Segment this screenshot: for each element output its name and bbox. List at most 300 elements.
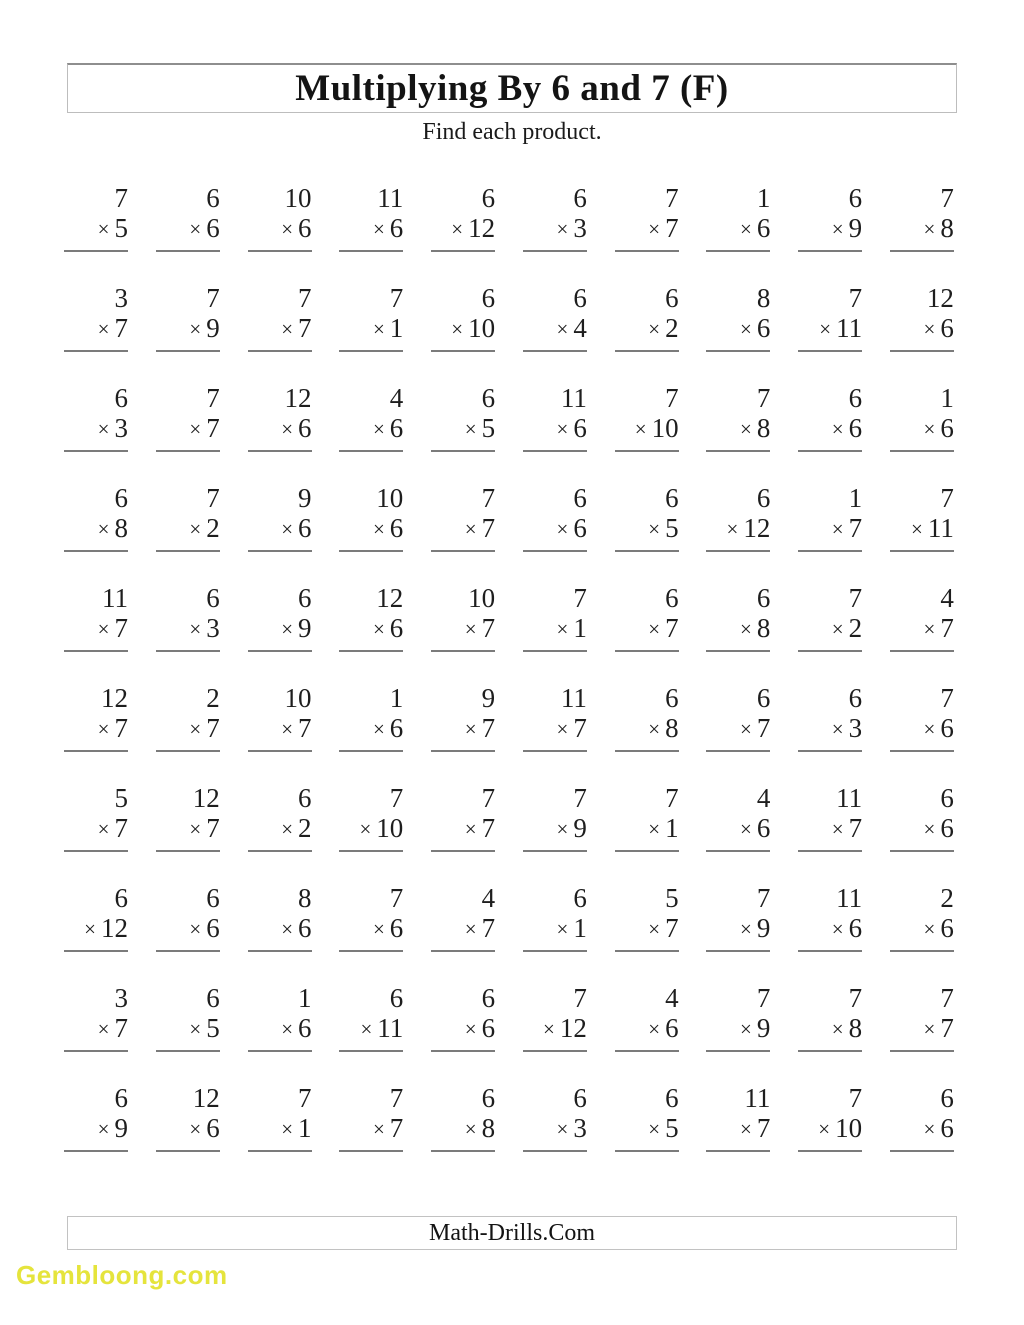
multiplier: 6 bbox=[389, 213, 404, 243]
answer-line bbox=[798, 1050, 862, 1052]
multiplicand: 6 bbox=[206, 883, 220, 913]
multiplication-problem bbox=[248, 182, 312, 252]
multiplicand: 11 bbox=[836, 783, 863, 813]
multiplicand: 7 bbox=[298, 283, 312, 313]
times-icon: × bbox=[740, 317, 752, 341]
multiplier-row bbox=[523, 514, 587, 545]
multiplicand: 7 bbox=[389, 783, 404, 813]
multiplier-row bbox=[890, 214, 954, 245]
multiplier-row bbox=[156, 1114, 220, 1145]
times-icon: × bbox=[726, 517, 739, 541]
times-icon: × bbox=[831, 417, 844, 441]
multiplier: 6 bbox=[389, 613, 404, 643]
multiplier-row bbox=[339, 414, 403, 445]
multiplicand: 1 bbox=[389, 683, 404, 713]
multiplication-problem bbox=[64, 682, 128, 752]
multiplicand: 11 bbox=[377, 183, 404, 213]
multiplicand: 6 bbox=[573, 1083, 587, 1113]
times-icon: × bbox=[556, 817, 569, 841]
answer-line bbox=[523, 1150, 587, 1152]
times-icon: × bbox=[648, 317, 661, 341]
answer-line bbox=[64, 550, 128, 552]
multiplication-problem bbox=[890, 682, 954, 752]
times-icon: × bbox=[189, 817, 202, 841]
multiplier: 6 bbox=[298, 213, 312, 243]
answer-line bbox=[890, 750, 954, 752]
multiplier-row bbox=[248, 1014, 312, 1045]
answer-line bbox=[798, 1150, 862, 1152]
multiplier-row bbox=[890, 1114, 954, 1145]
multiplier: 8 bbox=[481, 1113, 496, 1143]
multiplier: 9 bbox=[206, 313, 220, 343]
answer-line bbox=[64, 1050, 128, 1052]
multiplier-row bbox=[798, 914, 862, 945]
multiplicand: 3 bbox=[114, 983, 128, 1013]
multiplicand: 2 bbox=[206, 683, 220, 713]
multiplier-row bbox=[431, 1114, 495, 1145]
multiplier: 3 bbox=[573, 1113, 587, 1143]
multiplier: 6 bbox=[206, 213, 220, 243]
multiplicand: 1 bbox=[298, 983, 312, 1013]
multiplicand: 6 bbox=[848, 383, 863, 413]
answer-line bbox=[339, 450, 403, 452]
multiplier-row bbox=[615, 1014, 679, 1045]
multiplier-row bbox=[615, 214, 679, 245]
multiplicand: 1 bbox=[848, 483, 863, 513]
multiplication-problem bbox=[706, 582, 770, 652]
problem-row bbox=[64, 382, 954, 482]
multiplier-row bbox=[798, 514, 862, 545]
answer-line bbox=[798, 350, 862, 352]
answer-line bbox=[156, 1050, 220, 1052]
multiplicand: 7 bbox=[756, 983, 771, 1013]
answer-line bbox=[431, 950, 495, 952]
times-icon: × bbox=[372, 517, 385, 541]
multiplicand: 7 bbox=[298, 1083, 312, 1113]
multiplier-row bbox=[248, 514, 312, 545]
multiplication-problem bbox=[339, 382, 403, 452]
times-icon: × bbox=[189, 1017, 202, 1041]
times-icon: × bbox=[189, 1117, 202, 1141]
multiplier-row bbox=[523, 814, 587, 845]
multiplication-problem bbox=[615, 582, 679, 652]
answer-line bbox=[431, 550, 495, 552]
multiplicand: 4 bbox=[940, 583, 954, 613]
multiplier: 6 bbox=[206, 1113, 220, 1143]
multiplier: 6 bbox=[756, 813, 771, 843]
multiplier-row bbox=[798, 814, 862, 845]
multiplier: 11 bbox=[836, 313, 863, 343]
times-icon: × bbox=[648, 217, 661, 241]
multiplicand: 6 bbox=[665, 483, 679, 513]
multiplier: 12 bbox=[743, 513, 771, 543]
multiplicand: 6 bbox=[573, 183, 587, 213]
answer-line bbox=[798, 950, 862, 952]
multiplicand: 7 bbox=[481, 783, 496, 813]
multiplier: 1 bbox=[298, 1113, 312, 1143]
multiplier: 8 bbox=[756, 613, 771, 643]
multiplication-problem bbox=[156, 982, 220, 1052]
multiplication-problem bbox=[890, 782, 954, 852]
multiplication-problem bbox=[798, 582, 862, 652]
problem-row bbox=[64, 682, 954, 782]
multiplicand: 7 bbox=[665, 383, 679, 413]
times-icon: × bbox=[556, 717, 569, 741]
problem-row bbox=[64, 482, 954, 582]
multiplication-problem bbox=[156, 882, 220, 952]
multiplicand: 7 bbox=[848, 983, 863, 1013]
times-icon: × bbox=[451, 317, 464, 341]
multiplicand: 12 bbox=[192, 1083, 220, 1113]
multiplier-row bbox=[248, 214, 312, 245]
multiplier-row bbox=[64, 1014, 128, 1045]
multiplicand: 6 bbox=[756, 483, 771, 513]
multiplier: 9 bbox=[573, 813, 587, 843]
multiplication-problem bbox=[615, 382, 679, 452]
times-icon: × bbox=[372, 317, 385, 341]
multiplicand: 6 bbox=[206, 983, 220, 1013]
multiplicand: 6 bbox=[206, 583, 220, 613]
multiplier: 10 bbox=[468, 313, 496, 343]
times-icon: × bbox=[740, 817, 752, 841]
multiplier: 12 bbox=[559, 1013, 587, 1043]
times-icon: × bbox=[464, 517, 477, 541]
times-icon: × bbox=[740, 1017, 752, 1041]
multiplication-problem bbox=[523, 582, 587, 652]
multiplicand: 6 bbox=[206, 183, 220, 213]
multiplier-row bbox=[339, 1114, 403, 1145]
multiplier: 2 bbox=[665, 313, 679, 343]
answer-line bbox=[248, 550, 312, 552]
multiplicand: 6 bbox=[756, 683, 771, 713]
multiplicand: 7 bbox=[573, 583, 587, 613]
answer-line bbox=[248, 650, 312, 652]
multiplicand: 10 bbox=[284, 183, 312, 213]
multiplication-problem bbox=[156, 382, 220, 452]
times-icon: × bbox=[740, 1117, 752, 1141]
page-subtitle: Find each product. bbox=[422, 119, 602, 145]
multiplicand: 6 bbox=[665, 583, 679, 613]
multiplier: 1 bbox=[389, 313, 404, 343]
answer-line bbox=[706, 350, 770, 352]
multiplication-problem bbox=[890, 182, 954, 252]
multiplication-problem bbox=[706, 982, 770, 1052]
answer-line bbox=[64, 350, 128, 352]
times-icon: × bbox=[281, 1117, 294, 1141]
multiplication-problem bbox=[798, 382, 862, 452]
multiplier: 6 bbox=[389, 413, 404, 443]
multiplier-row bbox=[706, 314, 770, 345]
answer-line bbox=[339, 750, 403, 752]
answer-line bbox=[706, 750, 770, 752]
multiplier: 11 bbox=[377, 1013, 404, 1043]
answer-line bbox=[615, 1050, 679, 1052]
multiplier-row bbox=[64, 214, 128, 245]
answer-line bbox=[890, 250, 954, 252]
multiplier: 6 bbox=[940, 413, 954, 443]
multiplication-problem bbox=[523, 282, 587, 352]
times-icon: × bbox=[281, 417, 294, 441]
answer-line bbox=[706, 450, 770, 452]
problem-row bbox=[64, 282, 954, 382]
times-icon: × bbox=[97, 317, 110, 341]
multiplication-problem bbox=[798, 282, 862, 352]
multiplicand: 6 bbox=[481, 183, 496, 213]
multiplier-row bbox=[798, 614, 862, 645]
multiplier: 7 bbox=[940, 613, 954, 643]
answer-line bbox=[523, 550, 587, 552]
multiplicand: 7 bbox=[848, 1083, 863, 1113]
multiplication-problem bbox=[64, 582, 128, 652]
answer-line bbox=[798, 450, 862, 452]
multiplication-problem bbox=[64, 882, 128, 952]
multiplier-row bbox=[339, 614, 403, 645]
multiplier-row bbox=[890, 714, 954, 745]
multiplier-row bbox=[890, 614, 954, 645]
multiplication-problem bbox=[64, 782, 128, 852]
multiplication-problem bbox=[339, 1082, 403, 1152]
multiplier: 6 bbox=[389, 713, 404, 743]
multiplicand: 11 bbox=[836, 883, 863, 913]
multiplier: 6 bbox=[940, 813, 954, 843]
answer-line bbox=[798, 750, 862, 752]
multiplicand: 6 bbox=[848, 683, 863, 713]
multiplier: 6 bbox=[573, 513, 587, 543]
page-title: Multiplying By 6 and 7 (F) bbox=[295, 68, 729, 109]
multiplicand: 6 bbox=[114, 483, 128, 513]
multiplicand: 7 bbox=[940, 983, 954, 1013]
multiplication-problem bbox=[431, 982, 495, 1052]
answer-line bbox=[64, 1150, 128, 1152]
multiplicand: 7 bbox=[114, 183, 128, 213]
multiplicand: 11 bbox=[560, 683, 587, 713]
multiplier: 6 bbox=[298, 513, 312, 543]
multiplier: 7 bbox=[756, 1113, 771, 1143]
answer-line bbox=[248, 850, 312, 852]
multiplier-row bbox=[431, 1014, 495, 1045]
multiplication-problem bbox=[339, 582, 403, 652]
times-icon: × bbox=[464, 717, 477, 741]
multiplication-problem bbox=[523, 982, 587, 1052]
multiplication-problem bbox=[156, 582, 220, 652]
multiplier: 7 bbox=[114, 613, 128, 643]
multiplication-problem bbox=[890, 982, 954, 1052]
multiplication-problem bbox=[798, 982, 862, 1052]
multiplier-row bbox=[156, 814, 220, 845]
multiplier: 7 bbox=[756, 713, 771, 743]
multiplicand: 4 bbox=[665, 983, 679, 1013]
multiplication-problem bbox=[706, 782, 770, 852]
multiplicand: 6 bbox=[298, 783, 312, 813]
multiplication-problem bbox=[706, 1082, 770, 1152]
multiplicand: 6 bbox=[481, 1083, 496, 1113]
multiplication-problem bbox=[523, 382, 587, 452]
multiplicand: 6 bbox=[389, 983, 404, 1013]
multiplication-problem bbox=[798, 682, 862, 752]
times-icon: × bbox=[740, 617, 752, 641]
times-icon: × bbox=[464, 1017, 477, 1041]
times-icon: × bbox=[556, 1117, 569, 1141]
title-box bbox=[67, 63, 957, 113]
answer-line bbox=[523, 250, 587, 252]
answer-line bbox=[890, 950, 954, 952]
multiplier: 7 bbox=[389, 1113, 404, 1143]
multiplicand: 5 bbox=[114, 783, 128, 813]
answer-line bbox=[64, 950, 128, 952]
answer-line bbox=[523, 650, 587, 652]
multiplier-row bbox=[248, 714, 312, 745]
multiplier: 3 bbox=[573, 213, 587, 243]
multiplier-row bbox=[523, 614, 587, 645]
times-icon: × bbox=[648, 1017, 661, 1041]
times-icon: × bbox=[923, 817, 936, 841]
multiplicand: 11 bbox=[102, 583, 128, 613]
times-icon: × bbox=[281, 217, 294, 241]
answer-line bbox=[248, 450, 312, 452]
times-icon: × bbox=[189, 517, 202, 541]
multiplier: 9 bbox=[848, 213, 863, 243]
times-icon: × bbox=[97, 1117, 110, 1141]
answer-line bbox=[523, 950, 587, 952]
multiplier-row bbox=[615, 1114, 679, 1145]
multiplicand: 6 bbox=[114, 1083, 128, 1113]
multiplier: 2 bbox=[206, 513, 220, 543]
multiplication-problem bbox=[248, 582, 312, 652]
times-icon: × bbox=[831, 1017, 844, 1041]
multiplication-problem bbox=[706, 682, 770, 752]
multiplication-problem bbox=[706, 482, 770, 552]
answer-line bbox=[798, 850, 862, 852]
multiplication-problem bbox=[615, 1082, 679, 1152]
multiplier: 9 bbox=[756, 1013, 771, 1043]
multiplicand: 7 bbox=[940, 183, 954, 213]
answer-line bbox=[431, 750, 495, 752]
multiplicand: 6 bbox=[481, 983, 496, 1013]
answer-line bbox=[248, 950, 312, 952]
multiplier: 4 bbox=[573, 313, 587, 343]
answer-line bbox=[339, 350, 403, 352]
multiplication-problem bbox=[64, 1082, 128, 1152]
multiplier-row bbox=[798, 314, 862, 345]
times-icon: × bbox=[281, 817, 294, 841]
times-icon: × bbox=[923, 1017, 936, 1041]
multiplier-row bbox=[248, 814, 312, 845]
multiplication-problem bbox=[890, 882, 954, 952]
multiplier: 6 bbox=[665, 1013, 679, 1043]
multiplicand: 7 bbox=[848, 583, 863, 613]
multiplier: 10 bbox=[376, 813, 404, 843]
multiplicand: 6 bbox=[665, 683, 679, 713]
multiplier-row bbox=[523, 414, 587, 445]
times-icon: × bbox=[819, 317, 832, 341]
times-icon: × bbox=[648, 717, 661, 741]
multiplier-row bbox=[156, 914, 220, 945]
answer-line bbox=[431, 450, 495, 452]
multiplicand: 7 bbox=[206, 283, 220, 313]
times-icon: × bbox=[923, 317, 936, 341]
multiplier: 5 bbox=[665, 513, 679, 543]
multiplication-problem bbox=[706, 382, 770, 452]
multiplicand: 8 bbox=[298, 883, 312, 913]
answer-line bbox=[156, 250, 220, 252]
answer-line bbox=[706, 650, 770, 652]
answer-line bbox=[431, 1150, 495, 1152]
multiplication-problem bbox=[248, 682, 312, 752]
multiplication-problem bbox=[64, 982, 128, 1052]
answer-line bbox=[706, 950, 770, 952]
answer-line bbox=[798, 250, 862, 252]
times-icon: × bbox=[359, 817, 372, 841]
times-icon: × bbox=[740, 417, 752, 441]
answer-line bbox=[798, 650, 862, 652]
multiplier: 6 bbox=[298, 413, 312, 443]
multiplicand: 7 bbox=[665, 783, 679, 813]
multiplier: 2 bbox=[298, 813, 312, 843]
multiplier: 7 bbox=[114, 313, 128, 343]
problem-row bbox=[64, 582, 954, 682]
multiplication-problem bbox=[248, 782, 312, 852]
times-icon: × bbox=[740, 717, 752, 741]
times-icon: × bbox=[281, 517, 294, 541]
multiplier: 9 bbox=[298, 613, 312, 643]
multiplicand: 7 bbox=[573, 983, 587, 1013]
multiplier-row bbox=[523, 1014, 587, 1045]
answer-line bbox=[156, 850, 220, 852]
answer-line bbox=[615, 250, 679, 252]
multiplier-row bbox=[156, 314, 220, 345]
multiplicand: 6 bbox=[665, 1083, 679, 1113]
multiplier: 7 bbox=[481, 613, 496, 643]
multiplier: 7 bbox=[481, 813, 496, 843]
answer-line bbox=[156, 550, 220, 552]
times-icon: × bbox=[97, 417, 110, 441]
multiplier: 7 bbox=[481, 913, 496, 943]
times-icon: × bbox=[648, 1117, 661, 1141]
multiplicand: 9 bbox=[481, 683, 496, 713]
multiplier: 6 bbox=[756, 213, 771, 243]
times-icon: × bbox=[97, 217, 110, 241]
answer-line bbox=[890, 450, 954, 452]
multiplier-row bbox=[615, 314, 679, 345]
multiplication-problem bbox=[706, 282, 770, 352]
times-icon: × bbox=[189, 217, 202, 241]
multiplier-row bbox=[64, 914, 128, 945]
multiplication-problem bbox=[706, 182, 770, 252]
multiplier: 7 bbox=[848, 513, 863, 543]
multiplicand: 6 bbox=[848, 183, 863, 213]
multiplication-problem bbox=[431, 482, 495, 552]
answer-line bbox=[890, 650, 954, 652]
multiplication-problem bbox=[798, 782, 862, 852]
multiplicand: 4 bbox=[481, 883, 496, 913]
multiplier: 7 bbox=[481, 713, 496, 743]
times-icon: × bbox=[648, 917, 661, 941]
multiplicand: 2 bbox=[940, 883, 954, 913]
times-icon: × bbox=[923, 917, 936, 941]
multiplier: 8 bbox=[940, 213, 954, 243]
times-icon: × bbox=[556, 217, 569, 241]
multiplication-problem bbox=[248, 982, 312, 1052]
multiplier: 5 bbox=[206, 1013, 220, 1043]
multiplication-problem bbox=[339, 882, 403, 952]
multiplier: 6 bbox=[940, 313, 954, 343]
multiplier-row bbox=[615, 614, 679, 645]
times-icon: × bbox=[831, 217, 844, 241]
multiplicand: 5 bbox=[665, 883, 679, 913]
multiplier-row bbox=[798, 1014, 862, 1045]
multiplier-row bbox=[339, 214, 403, 245]
multiplier-row bbox=[431, 214, 495, 245]
